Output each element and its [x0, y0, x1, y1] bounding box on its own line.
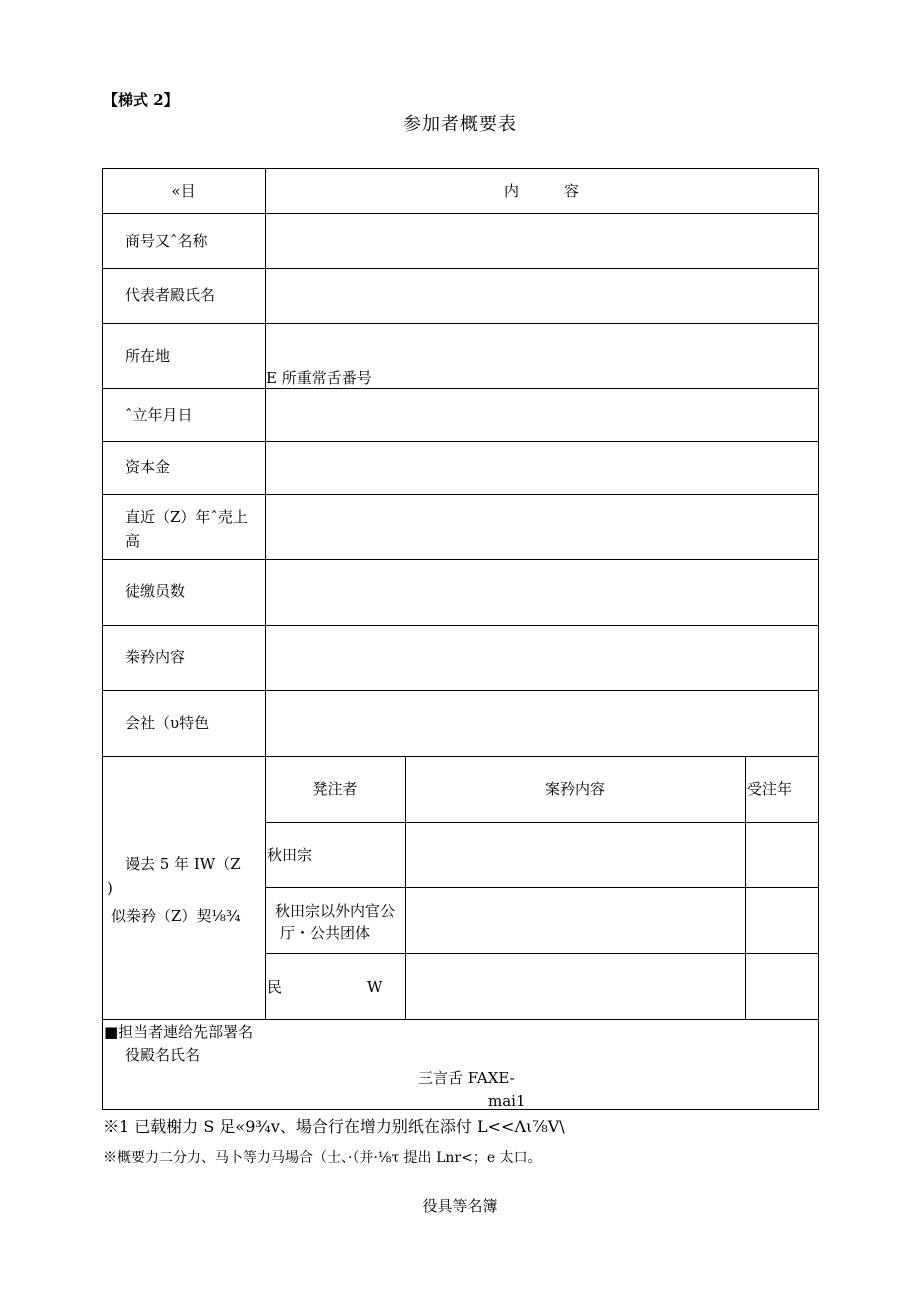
orderer-private-a: 民 [267, 978, 283, 996]
row-label-employees: 徒缴员数 [125, 582, 186, 600]
subheader-content: 案矜内容 [544, 780, 605, 798]
row-label-sales-line2: 高 [125, 532, 141, 550]
row-label-established: ˆ立年月日 [125, 406, 193, 424]
past-label-line1: 谩去 5 年 IW（Z [125, 855, 241, 873]
footer-title: 役具等名簿 [422, 1197, 498, 1215]
past-label-line2: ) [107, 879, 113, 897]
contact-line4: mai1 [488, 1092, 526, 1110]
row-label-capital: 资本金 [125, 458, 171, 476]
document-title: 参加者概要表 [403, 114, 517, 135]
row-label-address: 所在地 [125, 347, 171, 365]
header-content: 内 容 [503, 182, 579, 200]
contact-line1: ■担当者連给先部署名 [104, 1023, 254, 1041]
orderer-private-b: W [367, 978, 383, 996]
form-label: 【梯式 2】 [103, 91, 179, 109]
orderer-akita: 秋田宗 [267, 846, 313, 864]
contact-line2: 役殿名氏名 [125, 1046, 201, 1064]
orderer-other-public-line2: 厅・公共团体 [280, 924, 371, 942]
row-label-business: 桊矜内容 [125, 648, 186, 666]
contact-line3: 三言舌 FAXE- [418, 1069, 515, 1087]
note-2: ※概要力二分力、马卜等力马場合（士、·（并·⅛τ 提出 Lnr<；e 太口。 [103, 1150, 542, 1166]
row-label-features: 会社（υ特色 [125, 714, 210, 732]
row-label-company-name: 商号又ˆ名称 [125, 232, 208, 250]
past-label-line3: 似桊矜（Z）契⅛¾ [111, 907, 241, 925]
header-item: «目 [171, 182, 196, 200]
orderer-other-public-line1: 秋田宗以外内官公 [275, 902, 396, 920]
row-value-phone: E 所重常舌番号 [266, 369, 372, 387]
row-label-sales-line1: 直近（Z）年ˆ売上 [125, 508, 248, 526]
note-1: ※1 已载榭力 S 足«9¾v、場合行在增力别纸在添付 L<<Λι⅞V\ [103, 1117, 565, 1136]
subheader-year: 受注年 [747, 780, 793, 798]
row-label-representative: 代表者殿氏名 [125, 286, 216, 304]
subheader-orderer: 凳注者 [312, 780, 358, 798]
